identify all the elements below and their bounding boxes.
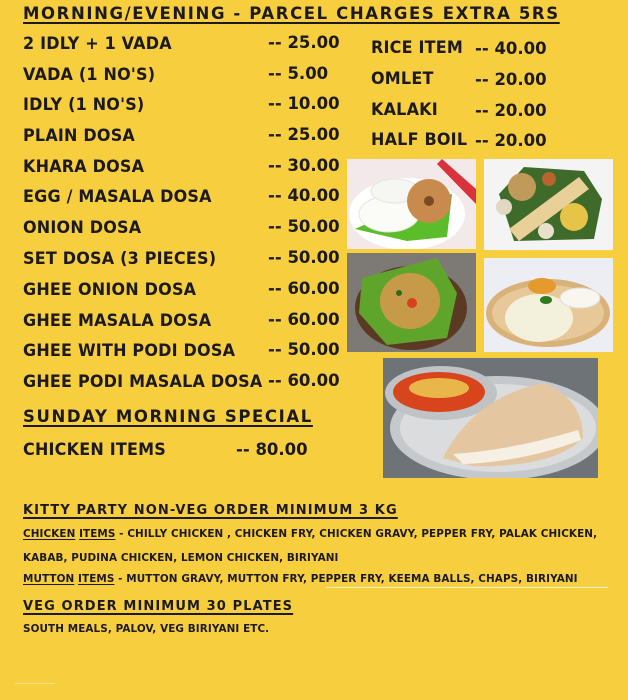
- menu-item-price: -- 60.00: [268, 310, 340, 329]
- menu-item-name: IDLY (1 NO'S): [23, 94, 145, 115]
- sunday-special-heading: SUNDAY MORNING SPECIAL: [23, 407, 313, 426]
- menu-item-name: SET DOSA (3 PIECES): [23, 248, 217, 269]
- menu-item-name: GHEE MASALA DOSA: [23, 310, 212, 331]
- idly-vada-photo: [347, 159, 476, 249]
- menu-item-price: -- 50.00: [268, 217, 340, 236]
- chicken-items-line: [23, 528, 597, 540]
- menu-item-name: KALAKI: [371, 99, 438, 120]
- menu-item-price: -- 40.00: [475, 39, 547, 58]
- menu-item-price: -- 50.00: [268, 248, 340, 267]
- masala-dosa-thali-photo: [484, 159, 613, 250]
- chicken-label: CHICKEN: [23, 528, 76, 540]
- menu-item-price: -- 40.00: [268, 186, 340, 205]
- menu-item-name: ONION DOSA: [23, 217, 142, 238]
- menu-item-price: -- 10.00: [268, 94, 340, 113]
- veg-order-line: SOUTH MEALS, PALOV, VEG BIRIYANI ETC.: [23, 623, 270, 635]
- page-title: MORNING/EVENING - PARCEL CHARGES EXTRA 5RS: [23, 4, 560, 23]
- menu-item-price: -- 60.00: [268, 371, 340, 390]
- menu-item-name: HALF BOIL: [371, 129, 468, 150]
- menu-item-price: -- 30.00: [268, 156, 340, 175]
- bisibele-bath-photo: [347, 253, 476, 352]
- menu-item-price: -- 20.00: [475, 101, 547, 120]
- menu-item-name: OMLET: [371, 68, 434, 89]
- upma-photo: [484, 258, 613, 352]
- dosa-with-curry-photo: [383, 358, 598, 478]
- menu-item-price: -- 25.00: [268, 33, 340, 52]
- mutton-items-list: - MUTTON GRAVY, MUTTON FRY, PEPPER FRY, KEEMA BALLS, CHAPS, BIRIYANI: [114, 573, 578, 585]
- mutton-items-line: [23, 573, 578, 585]
- chicken-items-list: - CHILLY CHICKEN , CHICKEN FRY, CHICKEN GRAVY, PEPPER FRY, PALAK CHICKEN,: [115, 528, 598, 540]
- menu-item-name: KHARA DOSA: [23, 156, 145, 177]
- menu-item-price: -- 5.00: [268, 64, 329, 83]
- menu-item-name: VADA (1 NO'S): [23, 64, 156, 85]
- divider: [15, 683, 55, 684]
- menu-item-name: CHICKEN ITEMS: [23, 439, 166, 460]
- menu-item-price: -- 20.00: [475, 70, 547, 89]
- menu-item-price: -- 80.00: [236, 440, 308, 459]
- menu-item-name: GHEE WITH PODI DOSA: [23, 340, 236, 361]
- menu-item-name: RICE ITEM: [371, 37, 464, 58]
- menu-item-name: GHEE PODI MASALA DOSA: [23, 371, 263, 392]
- chicken-items-line-2: KABAB, PUDINA CHICKEN, LEMON CHICKEN, BIRIYANI: [23, 552, 339, 564]
- menu-item-name: GHEE ONION DOSA: [23, 279, 197, 300]
- mutton-label: MUTTON: [23, 573, 75, 585]
- menu-item-price: -- 20.00: [475, 131, 547, 150]
- divider: [326, 587, 608, 588]
- menu-item-name: EGG / MASALA DOSA: [23, 186, 212, 207]
- veg-order-heading: VEG ORDER MINIMUM 30 PLATES: [23, 599, 294, 614]
- items-label: ITEMS: [78, 573, 115, 585]
- items-label: ITEMS: [79, 528, 116, 540]
- kitty-party-heading: KITTY PARTY NON-VEG ORDER MINIMUM 3 KG: [23, 503, 398, 518]
- menu-item-price: -- 50.00: [268, 340, 340, 359]
- menu-item-name: 2 IDLY + 1 VADA: [23, 33, 172, 54]
- menu-item-name: PLAIN DOSA: [23, 125, 136, 146]
- menu-item-price: -- 60.00: [268, 279, 340, 298]
- menu-item-price: -- 25.00: [268, 125, 340, 144]
